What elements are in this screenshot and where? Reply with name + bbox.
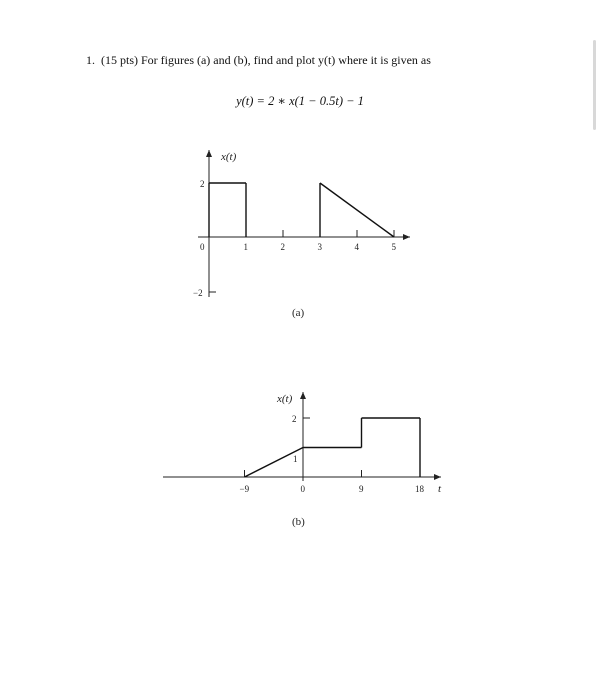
fig-a-xtick-label: 3 [317, 242, 322, 252]
fig-b-xtick-label: 9 [359, 484, 364, 494]
fig-b-caption: (b) [292, 516, 305, 528]
fig-b-xtick-label: 18 [415, 484, 424, 494]
problem-text: (15 pts) For figures (a) and (b), find and plot y(t) where it is given as [101, 53, 431, 67]
figure-a [0, 0, 600, 330]
fig-a-xtick-label: 2 [280, 242, 285, 252]
fig-b-ylabel: x(t) [277, 393, 293, 405]
equation: y(t) = 2 ∗ x(1 − 0.5t) − 1 [236, 94, 364, 108]
fig-a-ytick-2: 2 [200, 179, 205, 189]
fig-a-ytick-neg2: −2 [193, 288, 203, 298]
fig-b-xlabel: t [438, 483, 442, 495]
fig-a-signal-segment [320, 183, 394, 237]
fig-b-xtick-label: 0 [300, 484, 305, 494]
fig-a-xtick-label: 0 [200, 242, 205, 252]
fig-a-caption: (a) [292, 307, 305, 319]
fig-b-ytick-2: 2 [292, 414, 297, 424]
fig-a-xtick-label: 5 [391, 242, 396, 252]
problem-number: 1. [86, 53, 95, 67]
fig-a-xtick-label: 1 [243, 242, 248, 252]
fig-a-ylabel: x(t) [221, 151, 237, 163]
fig-b-ytick-1: 1 [293, 454, 298, 464]
fig-a-xtick-label: 4 [354, 242, 359, 252]
fig-b-xtick-label: −9 [239, 484, 250, 494]
figure-b [0, 370, 600, 610]
